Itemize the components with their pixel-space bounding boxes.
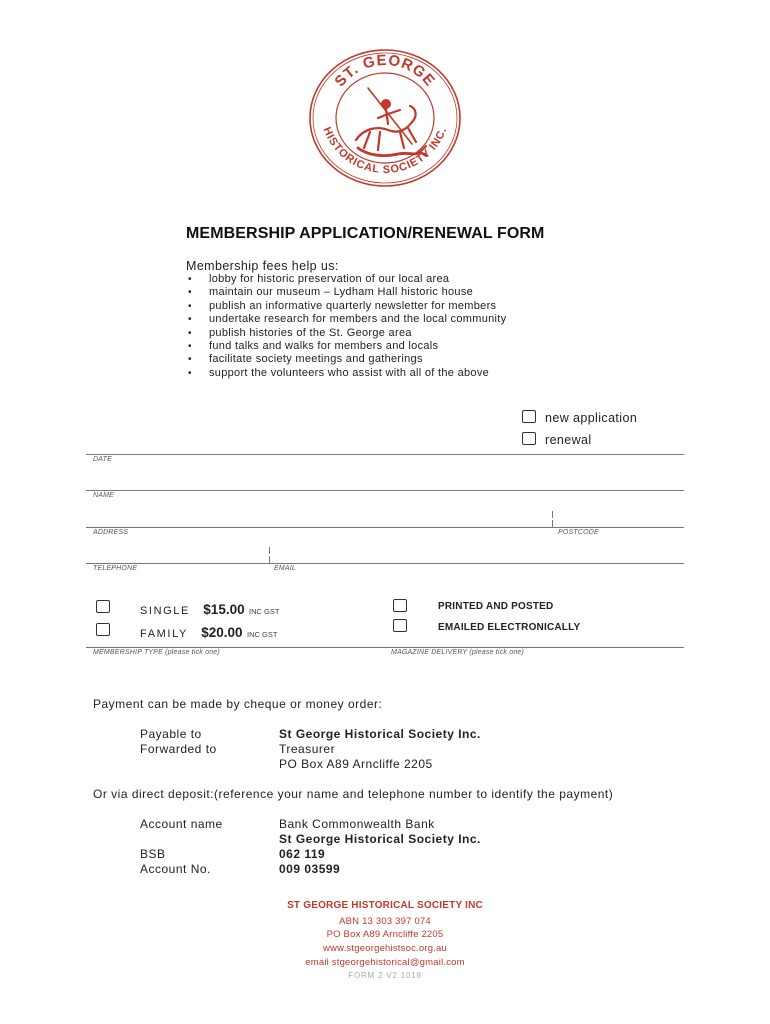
divider-tick <box>552 520 553 527</box>
emailed-label: EMAILED ELECTRONICALLY <box>438 622 581 633</box>
renewal-checkbox[interactable] <box>522 432 536 445</box>
intro-text: Membership fees help us: <box>186 259 339 273</box>
footer-po-box: PO Box A89 Arncliffe 2205 <box>326 929 444 940</box>
benefits-list <box>186 273 506 380</box>
gst-note: INC GST <box>247 630 278 639</box>
list-item: • lobby for historic preservation of our local area <box>186 273 506 286</box>
footer-website[interactable]: www.stgeorgehistsoc.org.au <box>322 943 447 954</box>
account-name-value: St George Historical Society Inc. <box>279 832 481 846</box>
divider-tick <box>269 547 270 554</box>
direct-deposit-heading: Or via direct deposit:(reference your name and telephone number to identify the payment) <box>93 787 614 801</box>
society-seal-logo <box>308 48 462 188</box>
divider-line <box>86 647 684 648</box>
list-item: • publish an informative quarterly newsletter for members <box>186 300 506 313</box>
account-bank: Bank Commonwealth Bank <box>279 817 435 831</box>
form-code: FORM 2 V2 1018 <box>348 971 422 980</box>
gst-note: INC GST <box>249 607 280 616</box>
address-field[interactable] <box>86 535 548 563</box>
divider-tick <box>552 511 553 518</box>
forwarded-label: Forwarded to <box>140 742 217 756</box>
postcode-field[interactable] <box>556 535 684 563</box>
renewal-label: renewal <box>545 433 592 447</box>
single-price: $15.00 <box>203 602 245 617</box>
name-field[interactable] <box>86 498 684 526</box>
date-label: DATE <box>93 456 112 463</box>
footer-abn: ABN 13 303 397 074 <box>339 916 431 927</box>
divider-line <box>86 527 684 528</box>
new-application-label: new application <box>545 411 638 425</box>
email-label: EMAIL <box>274 565 297 572</box>
address-label: ADDRESS <box>93 529 129 536</box>
printed-posted-checkbox[interactable] <box>393 599 407 612</box>
family-membership-checkbox[interactable] <box>96 623 110 636</box>
account-name-label: Account name <box>140 817 223 831</box>
divider-line <box>86 563 684 564</box>
single-option <box>140 601 279 619</box>
list-item: • facilitate society meetings and gatherings <box>186 353 506 366</box>
single-membership-checkbox[interactable] <box>96 600 110 613</box>
list-item: • fund talks and walks for members and locals <box>186 340 506 353</box>
list-item: • support the volunteers who assist with all of the above <box>186 367 506 380</box>
emailed-checkbox[interactable] <box>393 619 407 632</box>
postcode-label: POSTCODE <box>558 529 599 536</box>
divider-line <box>86 454 684 455</box>
svg-text:ST. GEORGE <box>331 52 438 90</box>
family-label: FAMILY <box>140 628 188 640</box>
single-label: SINGLE <box>140 605 190 617</box>
forwarded-line1: Treasurer <box>279 742 336 756</box>
family-price: $20.00 <box>201 625 243 640</box>
payment-heading: Payment can be made by cheque or money order: <box>93 697 383 711</box>
account-no-label: Account No. <box>140 862 211 876</box>
payable-label: Payable to <box>140 727 202 741</box>
form-title: MEMBERSHIP APPLICATION/RENEWAL FORM <box>186 225 545 242</box>
footer-email[interactable]: email stgeorgehistorical@gmail.com <box>305 957 465 968</box>
date-field[interactable] <box>86 462 684 490</box>
st-george-dragon-icon <box>356 88 426 156</box>
list-item: • maintain our museum – Lydham Hall historic house <box>186 286 506 299</box>
telephone-label: TELEPHONE <box>93 565 138 572</box>
name-label: NAME <box>93 492 115 499</box>
list-item: • publish histories of the St. George area <box>186 327 506 340</box>
seal-text-bottom: HISTORICAL SOCIETY INC. <box>320 125 450 177</box>
bsb-label: BSB <box>140 847 166 861</box>
new-application-checkbox[interactable] <box>522 410 536 423</box>
magazine-delivery-caption: MAGAZINE DELIVERY (please tick one) <box>391 649 525 656</box>
account-no-value: 009 03599 <box>279 862 341 876</box>
payable-value: St George Historical Society Inc. <box>279 727 481 741</box>
family-option <box>140 624 277 642</box>
divider-tick <box>269 556 270 563</box>
membership-type-caption: MEMBERSHIP TYPE (please tick one) <box>93 649 220 656</box>
footer-org: ST GEORGE HISTORICAL SOCIETY INC <box>287 900 483 911</box>
bsb-value: 062 119 <box>279 847 326 861</box>
divider-line <box>86 490 684 491</box>
forwarded-line2: PO Box A89 Arncliffe 2205 <box>279 757 433 771</box>
seal-text-top: ST. GEORGE <box>331 51 439 91</box>
list-item: • undertake research for members and the local community <box>186 313 506 326</box>
printed-posted-label: PRINTED AND POSTED <box>438 601 554 612</box>
